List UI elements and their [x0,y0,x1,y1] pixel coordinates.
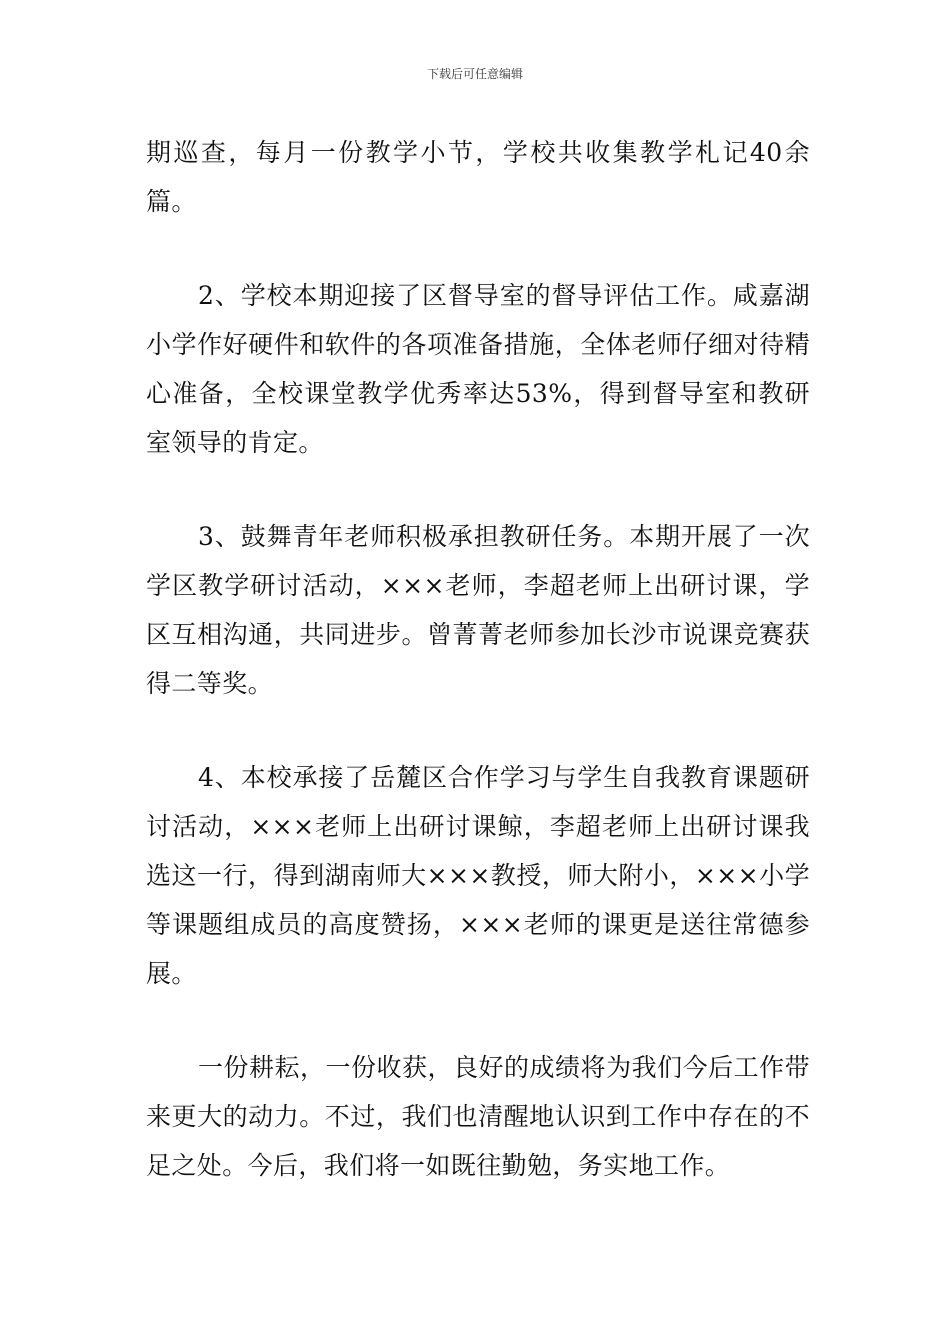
paragraph-continuation: 期巡查，每月一份教学小节，学校共收集教学札记40余篇。 [146,138,810,216]
page-header-note: 下载后可任意编辑 [426,67,523,81]
document-body [146,128,810,1190]
paragraph-conclusion: 一份耕耘，一份收获，良好的成绩将为我们今后工作带来更大的动力。不过，我们也清醒地认识到工作中存在的不足之处。今后，我们将一如既往勤勉，务实地工作。 [146,1053,810,1180]
paragraph-item-4: 4、本校承接了岳麓区合作学习与学生自我教育课题研讨活动，×××老师上出研讨课鲸，李超老师上出研讨课我选这一行，得到湖南师大×××教授，师大附小，×××小学等课题组成员的高度赞扬，×××老师的课更是送往常德参展。 [146,763,810,988]
paragraph-item-2: 2、学校本期迎接了区督导室的督导评估工作。咸嘉湖小学作好硬件和软件的各项准备措施，全体老师仔细对待精心准备，全校课堂教学优秀率达53%，得到督导室和教研室领导的肯定。 [146,281,810,457]
paragraph-item-3: 3、鼓舞青年老师积极承担教研任务。本期开展了一次学区教学研讨活动，×××老师，李超老师上出研讨课，学区互相沟通，共同进步。曾菁菁老师参加长沙市说课竞赛获得二等奖。 [146,522,810,698]
